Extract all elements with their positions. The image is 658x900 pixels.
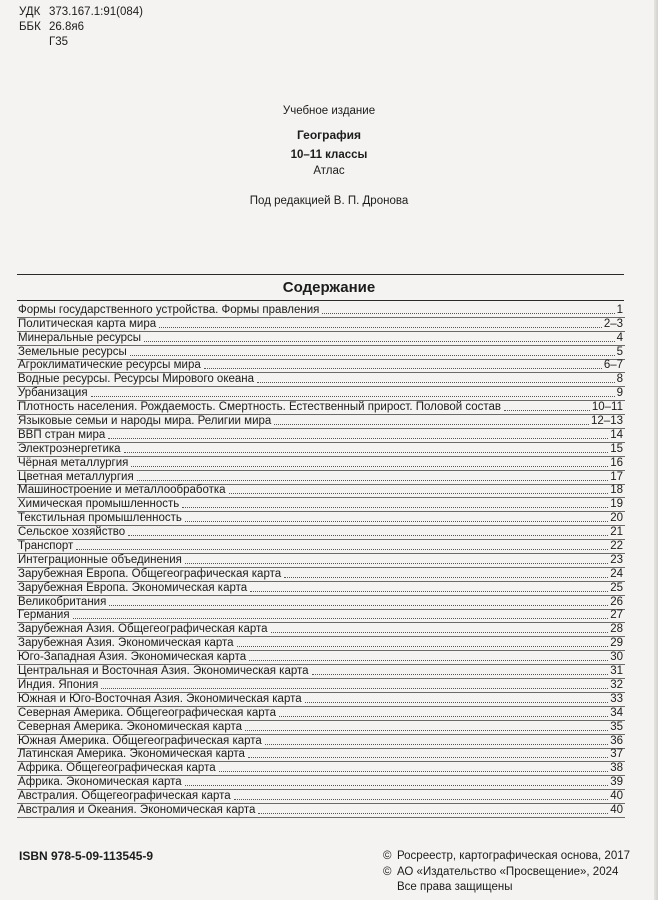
toc-page-number: 34 [610, 706, 623, 719]
toc-entry-title: Зарубежная Европа. Общегеографическая карта [18, 567, 282, 580]
toc-row [17, 401, 625, 415]
dot-leader [504, 410, 590, 411]
dot-leader [274, 424, 589, 425]
isbn: ISBN 978-5-09-113545-9 [19, 849, 154, 863]
toc-row [17, 637, 625, 651]
toc-page-number: 31 [610, 665, 623, 678]
toc-entry-title: Транспорт [18, 540, 74, 553]
toc-entry-title: Центральная и Восточная Азия. Экономическая карта [18, 665, 309, 678]
imprint-block [0, 104, 658, 209]
toc-entry-title: Зарубежная Азия. Экономическая карта [18, 637, 234, 650]
title-divider [17, 300, 624, 301]
toc-row [17, 582, 625, 596]
dot-leader [182, 507, 608, 508]
copyright-symbol: © [383, 850, 392, 862]
toc-page-number: 32 [610, 678, 623, 691]
dot-leader [159, 327, 602, 328]
toc-page-number: 17 [610, 470, 623, 483]
dot-leader [305, 702, 609, 703]
toc-row [17, 373, 625, 387]
toc-row [17, 721, 625, 735]
dot-leader [237, 646, 609, 647]
toc-row [17, 526, 625, 540]
dot-leader [185, 521, 608, 522]
credit-publisher: АО «Издательство «Просвещение», 2024 [397, 865, 619, 878]
toc-page-number: 5 [616, 345, 623, 358]
toc-title: Содержание [282, 279, 376, 296]
toc-page-number: 4 [616, 331, 623, 344]
toc-page-number: 40 [610, 803, 623, 816]
toc-page-number: 16 [610, 456, 623, 469]
toc-row [17, 776, 625, 790]
toc-entry-title: Политическая карта мира [18, 317, 157, 330]
toc-entry-title: Великобритания [18, 595, 107, 608]
rights-reserved: Все права защищены [397, 881, 513, 894]
dot-leader [322, 313, 614, 314]
toc-entry-title: Цветная металлургия [18, 470, 134, 483]
toc-page-number: 39 [610, 776, 623, 789]
toc-page-number: 18 [610, 484, 623, 497]
dot-leader [185, 563, 608, 564]
dot-leader [257, 382, 615, 383]
toc-row [17, 651, 625, 665]
toc-entry-title: Австралия. Общегеографическая карта [18, 790, 231, 803]
toc-entry-title: Юго-Западная Азия. Экономическая карта [18, 651, 247, 664]
toc-page-number: 22 [610, 540, 623, 553]
dot-leader [250, 591, 608, 592]
book-title: География [296, 128, 362, 142]
toc-row [17, 749, 625, 763]
toc-entry-title: Минеральные ресурсы [18, 331, 142, 344]
toc-entry-title: Языковые семьи и народы мира. Религии мира [18, 415, 272, 428]
toc-entry-title: Австралия и Океания. Экономическая карта [18, 803, 256, 816]
toc-entry-title: Химическая промышленность [18, 498, 180, 511]
dot-leader [91, 396, 615, 397]
top-divider [17, 274, 624, 275]
toc-page-number: 20 [610, 512, 623, 525]
dot-leader [312, 674, 609, 675]
toc-row [17, 679, 625, 693]
toc-entry-title: Интеграционные объединения [18, 553, 182, 566]
dot-leader [128, 535, 608, 536]
toc-page-number: 10–11 [591, 401, 623, 414]
edition-type: Учебное издание [282, 105, 376, 117]
toc-page-number: 19 [610, 498, 623, 511]
credit-row-1 [383, 849, 630, 865]
dot-leader [271, 632, 609, 633]
toc-row [17, 471, 625, 485]
toc-row [17, 790, 625, 804]
toc-row [17, 804, 625, 818]
toc-page-number: 2–3 [603, 317, 623, 330]
toc-entry-title: Урбанизация [18, 387, 88, 400]
dot-leader [284, 577, 608, 578]
toc-row [17, 318, 625, 332]
dot-leader [137, 480, 609, 481]
dot-leader [124, 452, 609, 453]
toc-page-number: 15 [610, 442, 623, 455]
dot-leader [245, 730, 608, 731]
editor-line: Под редакцией В. П. Дронова [249, 195, 409, 207]
toc-row [17, 498, 625, 512]
toc-entry-title: Южная Америка. Общегеографическая карта [18, 734, 262, 747]
dot-leader [76, 549, 608, 550]
udk-label: УДК [19, 6, 41, 18]
dot-leader [101, 688, 608, 689]
grade-range: 10–11 классы [290, 149, 368, 161]
toc-entry-title: Формы государственного устройства. Формы правления [18, 303, 320, 316]
copyright-symbol: © [383, 865, 392, 878]
dot-leader [249, 660, 608, 661]
toc-row [17, 457, 625, 471]
toc-page-number: 37 [610, 748, 623, 761]
toc-page-number: 28 [610, 623, 623, 636]
dot-leader [229, 493, 609, 494]
toc-row [17, 596, 625, 610]
toc-page-number: 23 [610, 553, 623, 566]
toc-row [17, 610, 625, 624]
toc-entry-title: Плотность населения. Рождаемость. Смертность. Естественный прирост. Половой состав [18, 401, 502, 414]
toc-page-number: 8 [616, 373, 623, 386]
toc-entry-title: Африка. Общегеографическая карта [18, 762, 216, 775]
table-of-contents [17, 304, 625, 818]
toc-entry-title: Электроэнергетика [18, 442, 121, 455]
toc-entry-title: Сельское хозяйство [18, 526, 126, 539]
toc-page-number: 30 [610, 651, 623, 664]
toc-row [17, 346, 625, 360]
toc-row [17, 415, 625, 429]
toc-entry-title: Земельные ресурсы [18, 345, 127, 358]
toc-page-number: 21 [610, 526, 623, 539]
toc-page-number: 6–7 [603, 359, 623, 372]
catalog-codes [19, 5, 143, 50]
toc-page-number: 35 [610, 720, 623, 733]
toc-entry-title: Зарубежная Азия. Общегеографическая карта [18, 623, 268, 636]
toc-row [17, 735, 625, 749]
dot-leader [219, 771, 609, 772]
toc-page-number: 27 [610, 609, 623, 622]
toc-page-number: 26 [610, 595, 623, 608]
toc-entry-title: ВВП стран мира [18, 428, 106, 441]
toc-row [17, 707, 625, 721]
toc-page-number: 38 [610, 762, 623, 775]
dot-leader [279, 716, 608, 717]
credit-row-2 [383, 865, 630, 881]
toc-page-number: 25 [610, 581, 623, 594]
dot-leader [265, 744, 608, 745]
toc-row [17, 554, 625, 568]
bbk-label: ББК [19, 21, 41, 33]
toc-row [17, 665, 625, 679]
dot-leader [234, 799, 609, 800]
toc-row [17, 568, 625, 582]
author-code: Г35 [49, 36, 69, 48]
toc-entry-title: Зарубежная Европа. Экономическая карта [18, 581, 248, 594]
toc-row [17, 512, 625, 526]
toc-row [17, 485, 625, 499]
toc-entry-title: Северная Америка. Экономическая карта [18, 720, 242, 733]
bbk-value: 26.8я6 [49, 21, 85, 33]
dot-leader [73, 618, 609, 619]
dot-leader [130, 355, 615, 356]
dot-leader [204, 368, 602, 369]
bbk-row [19, 20, 143, 35]
toc-row [17, 304, 625, 318]
udk-value: 373.167.1:91(084) [49, 6, 143, 18]
toc-page-number: 40 [610, 790, 623, 803]
toc-row [17, 332, 625, 346]
toc-entry-title: Индия. Япония [18, 678, 99, 691]
copyright-block [383, 849, 630, 896]
toc-row [17, 762, 625, 776]
toc-page-number: 14 [610, 428, 623, 441]
dot-leader [258, 813, 608, 814]
toc-entry-title: Текстильная промышленность [18, 512, 182, 525]
toc-page-number: 29 [610, 637, 623, 650]
udk-row [19, 5, 143, 20]
toc-row [17, 360, 625, 374]
book-kind: Атлас [313, 165, 345, 177]
toc-entry-title: Латинская Америка. Экономическая карта [18, 748, 245, 761]
toc-page-number: 33 [610, 692, 623, 705]
toc-entry-title: Агроклиматические ресурсы мира [18, 359, 201, 372]
toc-row [17, 443, 625, 457]
toc-row [17, 429, 625, 443]
toc-entry-title: Машиностроение и металлообработка [18, 484, 226, 497]
toc-entry-title: Африка. Экономическая карта [18, 776, 182, 789]
toc-entry-title: Южная и Юго-Восточная Азия. Экономическая карта [18, 692, 302, 705]
toc-entry-title: Северная Америка. Общегеографическая карта [18, 706, 276, 719]
toc-page-number: 24 [610, 567, 623, 580]
dot-leader [131, 466, 608, 467]
toc-entry-title: Водные ресурсы. Ресурсы Мирового океана [18, 373, 255, 386]
toc-entry-title: Чёрная металлургия [18, 456, 129, 469]
toc-page-number: 36 [610, 734, 623, 747]
dot-leader [108, 438, 608, 439]
dot-leader [109, 605, 608, 606]
dot-leader [144, 341, 615, 342]
toc-row [17, 623, 625, 637]
toc-page-number: 12–13 [591, 415, 623, 428]
credit-rosreestr: Росреестр, картографическая основа, 2017 [397, 850, 631, 862]
toc-row [17, 693, 625, 707]
dot-leader [185, 785, 609, 786]
toc-page-number: 9 [616, 387, 623, 400]
toc-row [17, 540, 625, 554]
toc-page-number: 1 [616, 303, 623, 316]
toc-entry-title: Германия [18, 609, 70, 622]
dot-leader [248, 757, 608, 758]
toc-row [17, 387, 625, 401]
